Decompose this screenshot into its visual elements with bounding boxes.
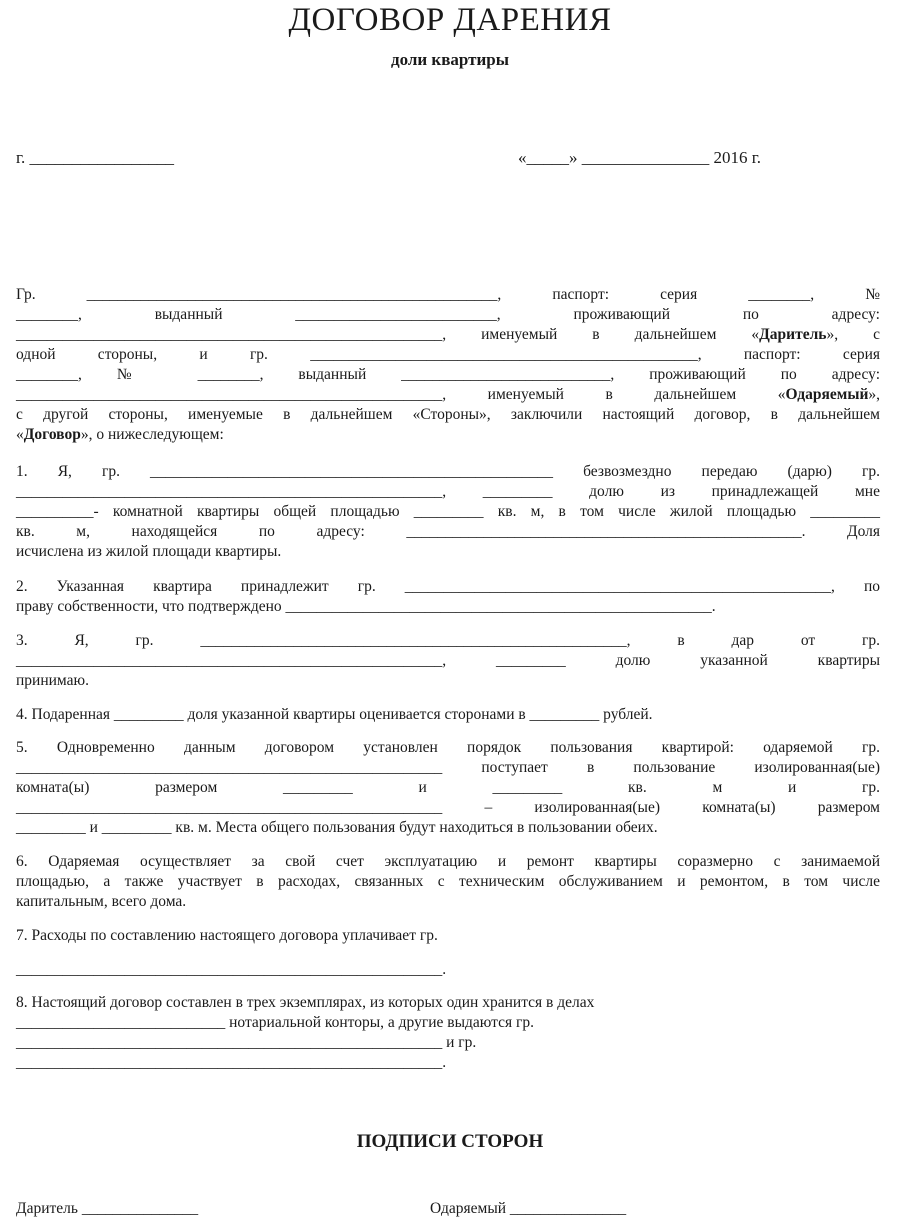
text-line: 6. Одаряемая осуществляет за свой счет эксплуатацию и ремонт квартиры соразмерно с занимаемой bbox=[16, 853, 880, 870]
donor-signature-field: Даритель _______________ bbox=[16, 1200, 199, 1217]
text-line: площадью, а также участвует в расходах, связанных с техническим обслуживанием и ремонтом, в том числе bbox=[16, 873, 880, 890]
text-line: _______________________________________________________, именуемый в дальнейшем «Даритель», с bbox=[16, 326, 880, 343]
text-line: _______________________________________________________. bbox=[16, 1054, 447, 1071]
text-line: с другой стороны, именуемые в дальнейшем «Стороны», заключили настоящий договор, в дальнейшем bbox=[16, 406, 880, 423]
contract-term: Договор bbox=[23, 426, 81, 443]
donor-term: Даритель bbox=[759, 326, 827, 343]
recipient-term: Одаряемый bbox=[785, 386, 869, 403]
text-line: комната(ы) размером _________ и _________ кв. м и гр. bbox=[16, 779, 880, 796]
text-line: _______________________________________________________ поступает в пользование изолированная(ые) bbox=[16, 759, 880, 776]
text-line: капитальным, всего дома. bbox=[16, 893, 187, 910]
date-field: «_____» _______________ 2016 г. bbox=[518, 148, 762, 167]
city-field: г. _________________ bbox=[16, 148, 175, 167]
text-line: исчислена из жилой площади квартиры. bbox=[16, 543, 282, 560]
text-line: 1. Я, гр. ____________________________________________________ безвозмездно передаю (дарю) гр. bbox=[16, 463, 880, 480]
recipient-signature-field: Одаряемый _______________ bbox=[430, 1200, 627, 1217]
text-line: _______________________________________________________ – изолированная(ые) комната(ы) размером bbox=[16, 799, 880, 816]
text-line: ___________________________ нотариальной конторы, а другие выдаются гр. bbox=[16, 1014, 534, 1031]
text-line: _______________________________________________________. bbox=[16, 961, 447, 978]
text-line: 8. Настоящий договор составлен в трех экземплярах, из которых один хранится в делах bbox=[16, 994, 595, 1011]
text-line: «Договор», о нижеследующем: bbox=[16, 426, 224, 443]
text-line: _______________________________________________________, _________ долю указанной квартиры bbox=[16, 652, 880, 669]
signatures-heading: ПОДПИСИ СТОРОН bbox=[356, 1131, 544, 1152]
text-line: 4. Подаренная _________ доля указанной квартиры оценивается сторонами в _________ рублей. bbox=[16, 706, 653, 723]
document-subtitle: доли квартиры bbox=[390, 50, 510, 69]
text-line: 3. Я, гр. _______________________________________________________, в дар от гр. bbox=[16, 632, 880, 649]
document-title: ДОГОВОР ДАРЕНИЯ bbox=[288, 2, 612, 38]
text-line: праву собственности, что подтверждено _______________________________________________________. bbox=[16, 598, 716, 615]
text-line: _______________________________________________________, _________ долю из принадлежащей мне bbox=[16, 483, 880, 500]
text-line: __________- комнатной квартиры общей площадью _________ кв. м, в том числе жилой площадью _________ bbox=[16, 503, 880, 520]
text-line: одной стороны, и гр. __________________________________________________, паспорт: серия bbox=[16, 346, 880, 363]
text-line: кв. м, находящейся по адресу: ___________________________________________________. Доля bbox=[16, 523, 880, 540]
text-line: _______________________________________________________ и гр. bbox=[16, 1034, 477, 1051]
text-line: принимаю. bbox=[16, 672, 89, 689]
text-line: 2. Указанная квартира принадлежит гр. _______________________________________________________, по bbox=[16, 578, 880, 595]
text-line: ________, выданный __________________________, проживающий по адресу: bbox=[16, 306, 880, 323]
text-line: ________, № ________, выданный ___________________________, проживающий по адресу: bbox=[16, 366, 880, 383]
text-line: _________ и _________ кв. м. Места общего пользования будут находиться в пользовании обеих. bbox=[16, 819, 658, 836]
text-line: _______________________________________________________, именуемый в дальнейшем «Одаряемый», bbox=[16, 386, 880, 403]
text-line: Гр. _____________________________________________________, паспорт: серия ________, № bbox=[16, 286, 880, 303]
text-line: 5. Одновременно данным договором установлен порядок пользования квартирой: одаряемой гр. bbox=[16, 739, 880, 756]
text-line: 7. Расходы по составлению настоящего договора уплачивает гр. bbox=[16, 927, 438, 944]
